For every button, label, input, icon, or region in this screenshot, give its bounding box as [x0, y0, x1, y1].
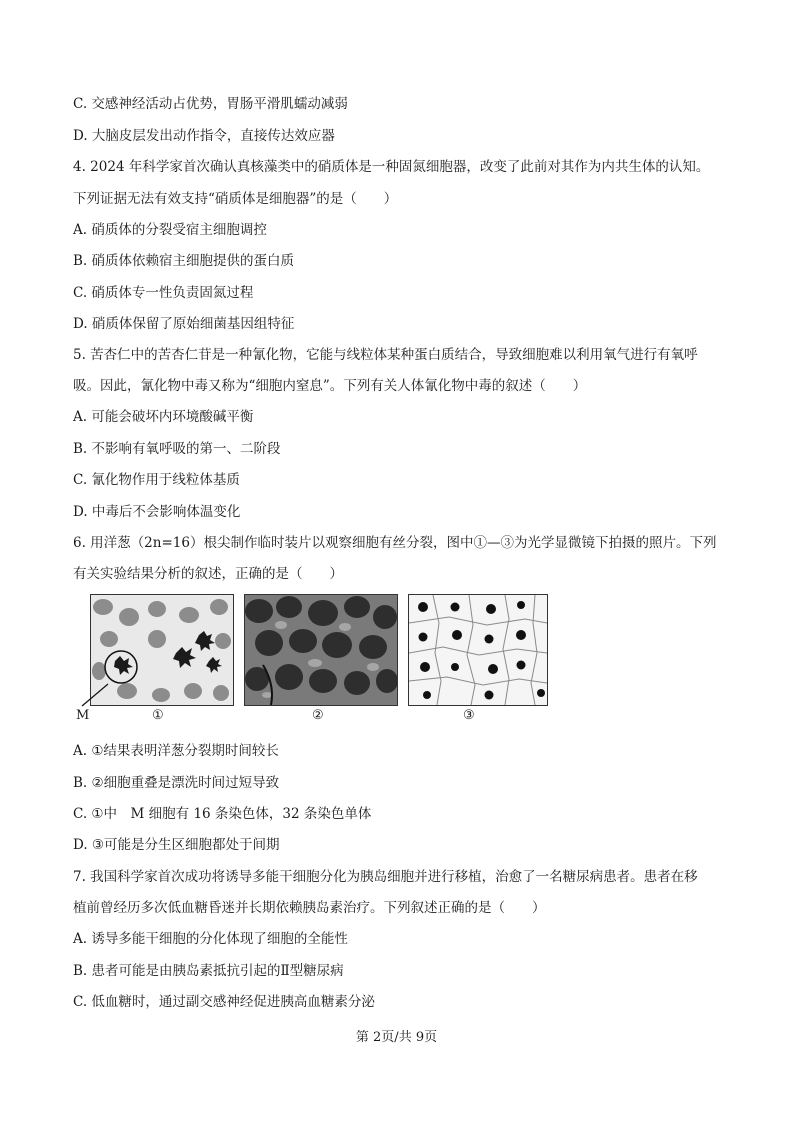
q6-stem-line-2: 有关实验结果分析的叙述，正确的是（ ）	[73, 566, 343, 582]
q6-option-a: A. ①结果表明洋葱分裂期时间较长	[73, 743, 279, 759]
q6-option-c: C. ①中 M 细胞有 16 条染色体，32 条染色单体	[73, 806, 372, 822]
q7-stem-line-2: 植前曾经历多次低血糖昏迷并长期依赖胰岛素治疗。下列叙述正确的是（ ）	[73, 900, 546, 916]
marker-label-m: M	[76, 708, 90, 723]
pointer-line	[78, 680, 118, 710]
q4-stem-line-1: 4. 2024 年科学家首次确认真核藻类中的硝质体是一种固氮细胞器，改变了此前对其作为内共生体的认知。	[73, 159, 710, 175]
q4-option-b: B. 硝质体依赖宿主细胞提供的蛋白质	[73, 253, 295, 269]
q5-option-d: D. 中毒后不会影响体温变化	[73, 504, 241, 520]
q5-option-b: B. 不影响有氧呼吸的第一、二阶段	[73, 441, 281, 457]
q4-stem-line-2: 下列证据无法有效支持“硝质体是细胞器”的是（ ）	[73, 191, 398, 207]
q7-stem-line-1: 7. 我国科学家首次成功将诱导多能干细胞分化为胰岛细胞并进行移植，治愈了一名糖尿病患者。患者在移	[73, 869, 698, 885]
micrograph-3-image	[409, 595, 547, 705]
q5-option-c: C. 氰化物作用于线粒体基质	[73, 472, 240, 488]
q5-stem-line-1: 5. 苦杏仁中的苦杏仁苷是一种氰化物，它能与线粒体某种蛋白质结合，导致细胞难以利用氧气进行有氧呼	[73, 347, 698, 363]
page-footer: 第 2页/共 9页	[355, 1030, 438, 1045]
q6-stem-line-1: 6. 用洋葱（2n=16）根尖制作临时装片以观察细胞有丝分裂，图中①—③为光学显微镜下拍摄的照片。下列	[73, 535, 717, 551]
panel-label-2: ②	[312, 708, 324, 723]
micrograph-2-image	[245, 595, 397, 705]
q5-stem-line-2: 吸。因此，氰化物中毒又称为“细胞内窒息”。下列有关人体氰化物中毒的叙述（ ）	[73, 378, 587, 394]
q6-option-d: D. ③可能是分生区细胞都处于间期	[73, 837, 280, 853]
micrograph-panel-3	[408, 594, 548, 706]
q5-option-a: A. 可能会破坏内环境酸碱平衡	[73, 409, 254, 425]
q7-option-a: A. 诱导多能干细胞的分化体现了细胞的全能性	[73, 931, 348, 947]
q4-option-d: D. 硝质体保留了原始细菌基因组特征	[73, 316, 295, 332]
q3-option-d: D. 大脑皮层发出动作指令，直接传达效应器	[73, 128, 335, 144]
q4-option-c: C. 硝质体专一性负责固氮过程	[73, 285, 254, 301]
q7-option-b: B. 患者可能是由胰岛素抵抗引起的Ⅱ型糖尿病	[73, 963, 344, 979]
panel-label-1: ①	[152, 708, 164, 723]
q6-option-b: B. ②细胞重叠是漂洗时间过短导致	[73, 775, 280, 791]
q7-option-c: C. 低血糖时，通过副交感神经促进胰高血糖素分泌	[73, 994, 375, 1010]
panel-label-3: ③	[463, 708, 475, 723]
micrograph-panel-2	[244, 594, 398, 706]
q4-option-a: A. 硝质体的分裂受宿主细胞调控	[73, 222, 267, 238]
q3-option-c: C. 交感神经活动占优势，胃肠平滑肌蠕动减弱	[73, 96, 348, 112]
